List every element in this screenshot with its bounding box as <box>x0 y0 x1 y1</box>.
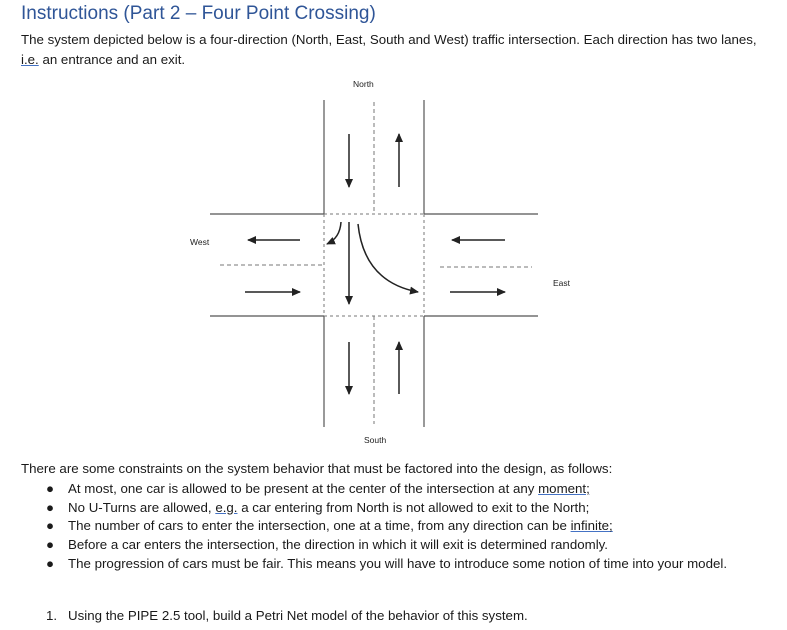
constraint-text: The progression of cars must be fair. This means you will have to introduce some notion of time into your model. <box>68 555 728 571</box>
constraint-text-after: a car entering from North is not allowed to exit to the North; <box>237 499 590 515</box>
bullet-icon: ● <box>46 518 55 534</box>
south-label: South <box>364 435 387 445</box>
intersection-diagram <box>160 72 600 456</box>
north-label: North <box>353 79 374 89</box>
east-road <box>424 214 538 316</box>
list-item <box>46 536 736 555</box>
list-item <box>46 499 736 518</box>
constraints-heading: There are some constraints on the system behavior that must be factored into the design, as follows: <box>21 461 613 476</box>
constraint-text: No U-Turns are allowed, <box>68 499 216 515</box>
constraint-text: At most, one car is allowed to be present at the center of the intersection at any <box>68 481 539 496</box>
list-item <box>46 480 736 499</box>
task-item <box>46 608 528 623</box>
list-item <box>46 555 736 574</box>
constraint-marked-text: infinite; <box>570 518 613 534</box>
north-road <box>324 100 424 214</box>
bullet-icon: ● <box>46 481 55 496</box>
constraint-marked-text: e.g. <box>215 499 238 515</box>
page-title: Instructions (Part 2 – Four Point Crossing) <box>21 3 376 24</box>
constraint-text: The number of cars to enter the intersection, one at a time, from any direction can be <box>68 518 571 534</box>
west-label: West <box>190 237 210 247</box>
intro-text-after: an entrance and an exit. <box>38 52 186 67</box>
east-label: East <box>553 278 571 288</box>
task-number: 1. <box>46 608 58 623</box>
bullet-icon: ● <box>46 555 55 571</box>
west-road <box>210 214 324 316</box>
intro-text-before: The system depicted below is a four-direction (North, East, South and West) traffic intersection. Each direction has two lanes, <box>21 32 757 47</box>
turn-right-to-west-arrow <box>327 222 341 244</box>
constraint-marked-text: moment; <box>538 481 590 496</box>
intersection-center <box>324 214 424 316</box>
south-road <box>324 316 424 427</box>
turn-left-to-east-arrow <box>358 224 418 292</box>
bullet-icon: ● <box>46 537 55 553</box>
list-item <box>46 517 736 536</box>
bullet-icon: ● <box>46 499 55 515</box>
intro-ie: i.e. <box>21 52 39 67</box>
constraint-text: Before a car enters the intersection, the direction in which it will exit is determined randomly. <box>68 537 609 553</box>
constraints-list <box>46 480 736 574</box>
intro-paragraph <box>21 30 761 70</box>
task-text: Using the PIPE 2.5 tool, build a Petri Net model of the behavior of this system. <box>68 608 528 623</box>
